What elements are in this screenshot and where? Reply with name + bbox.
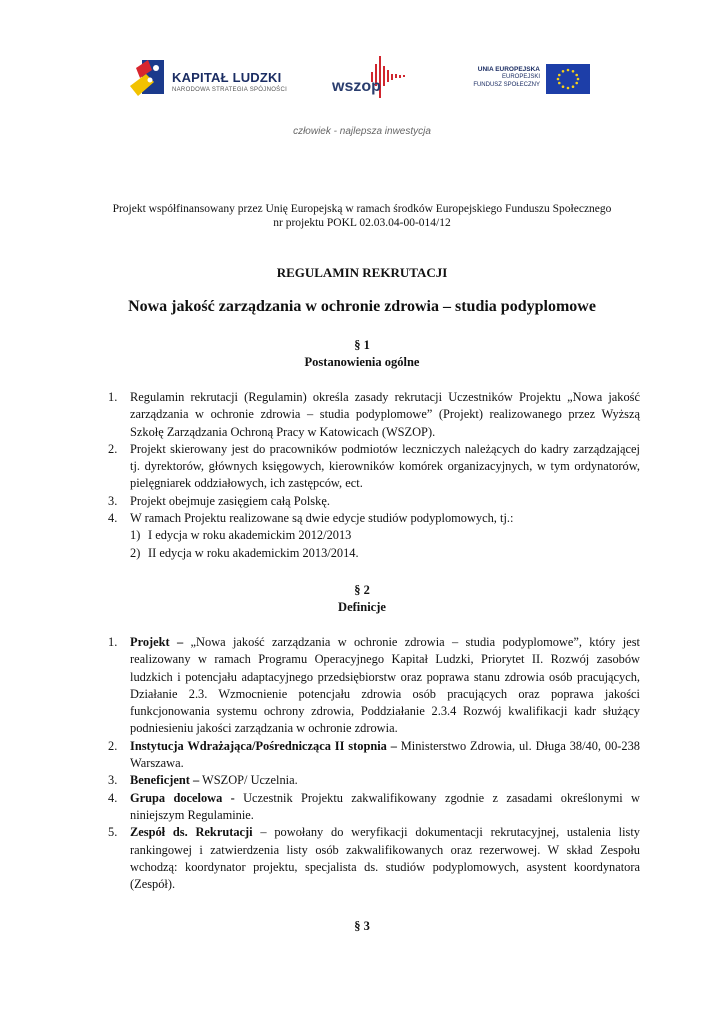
definition-term: Instytucja Wdrażająca/Pośrednicząca II stopnia – (130, 738, 397, 753)
definition-text: – powołany do weryfikacji dokumentacji rekrutacyjnej, ustalenia listy rankingowej i zatwierdzenia listy osób zakwalifikowanych oraz rezerwowej. W skład Zespołu wchodzą: koordynator projektu, specjalista ds. studiów podyplomowych, asystent koordynatora (Zespół). (130, 825, 640, 892)
section-mark: § 3 (354, 919, 370, 933)
list-item (108, 790, 640, 825)
section-1-list (108, 389, 640, 562)
item-text: W ramach Projektu realizowane są dwie edycje studiów podyplomowych, tj.: (130, 511, 514, 526)
kapital-ludzki-subtitle: NARODOWA STRATEGIA SPÓJNOŚCI (172, 87, 288, 93)
item-number: 2. (108, 738, 118, 753)
list-item (108, 389, 640, 441)
item-number: 4. (108, 790, 118, 805)
eu-flag-icon (546, 64, 590, 94)
item-number: 4. (108, 511, 118, 526)
wszop-logo (328, 52, 418, 102)
section-mark: § 2 (354, 583, 370, 597)
eu-line-2: EUROPEJSKI (501, 74, 540, 80)
section-3-header (0, 918, 724, 935)
list-item (108, 510, 640, 562)
list-item (108, 493, 640, 510)
kapital-ludzki-logo (128, 56, 288, 98)
item-number: 5. (108, 825, 118, 840)
definition-term: Beneficjent – (130, 773, 200, 788)
item-number: 3. (108, 773, 118, 788)
section-heading: Postanowienia ogólne (304, 355, 420, 369)
list-item (108, 441, 640, 493)
item-text: Regulamin rekrutacji (Regulamin) określa zasady rekrutacji Uczestników Projektu „Nowa jakość zarządzania w ochronie zdrowia – studia podyplomowe” (Projekt) realizowanego przez Wyższą Szkołę Zarządzania Ochroną Pracy w Katowicach (WSZOP). (130, 390, 640, 439)
wszop-name: wszop (332, 78, 381, 95)
section-2-list (108, 634, 640, 893)
list-item (108, 634, 640, 738)
kapital-ludzki-title: KAPITAŁ LUDZKI (172, 70, 282, 85)
item-number: 3. (108, 493, 118, 508)
definition-text: „Nowa jakość zarządzania w ochronie zdrowia – studia podyplomowe”, który jest realizowany w ramach Programu Operacyjnego Kapitał Ludzki, Priorytet II. Rozwój zasobów ludzkich i potencjału adaptacyjnego przedsiębiorstw oraz poprawa stanu zdrowia osób pracujących, Działanie 2.3. Wzmocnienie potencjału zdrowia osób pracujących oraz poprawa jakości funkcjonowania systemu ochrony zdrowia, Poddziałanie 2.3.4 Rozwój kwalifikacji kadr służący podniesieniu jakości zarządzania w ochronie zdrowia. (130, 635, 640, 736)
slogan: człowiek - najlepsza inwestycja (293, 126, 431, 137)
sub-item-text: I edycja w roku akademickim 2012/2013 (148, 528, 352, 543)
eu-logo (473, 62, 590, 96)
definition-term: Grupa docelowa - (130, 790, 235, 805)
definition-text: Uczestnik Projektu zakwalifikowany zgodnie z zasadami określonymi w niniejszym Regulaminie. (130, 790, 640, 822)
list-item (108, 824, 640, 893)
project-info-line-1: Projekt współfinansowany przez Unię Europejską w ramach środków Europejskiego Funduszu Społecznego (112, 203, 612, 215)
item-number: 1. (108, 390, 118, 404)
section-2-header (0, 582, 724, 616)
project-info (0, 202, 724, 230)
definition-term: Zespół ds. Rekrutacji (130, 825, 253, 840)
sub-list-item (130, 527, 640, 544)
definition-text: Ministerstwo Zdrowia, ul. Długa 38/40, 00-238 Warszawa. (130, 738, 640, 771)
sub-item-number: 2) (130, 545, 141, 560)
section-mark: § 1 (354, 338, 370, 352)
logo-bar (0, 48, 724, 108)
sub-item-text: II edycja w roku akademickim 2013/2014. (148, 545, 359, 560)
definition-term: Projekt – (130, 635, 184, 649)
document-subtitle: Nowa jakość zarządzania w ochronie zdrowia – studia podyplomowe (128, 298, 596, 315)
project-info-line-2: nr projektu POKL 02.03.04-00-014/12 (273, 217, 451, 229)
item-text: Projekt skierowany jest do pracowników podmiotów leczniczych należących do kadry zarządzającej tj. dyrektorów, głównych księgowych, kierowników komórek organizacyjnych, w tym ordynatorów, pielęgniarek oddziałowych, ich zastępców, ect. (130, 441, 640, 491)
item-text: Projekt obejmuje zasięgiem całą Polskę. (130, 493, 330, 508)
item-number: 2. (108, 441, 118, 456)
definition-text: WSZOP/ Uczelnia. (199, 773, 298, 788)
section-1-header (0, 337, 724, 371)
list-item (108, 738, 640, 773)
eu-line-3: FUNDUSZ SPOŁECZNY (473, 82, 540, 88)
item-number: 1. (108, 635, 118, 649)
sub-item-number: 1) (130, 528, 141, 543)
list-item (108, 772, 640, 789)
section-heading: Definicje (338, 600, 386, 614)
eu-line-1: UNIA EUROPEJSKA (477, 66, 540, 73)
document-title: REGULAMIN REKRUTACJI (276, 265, 448, 280)
kapital-ludzki-emblem-icon (128, 56, 168, 98)
sub-list-item (130, 545, 640, 562)
